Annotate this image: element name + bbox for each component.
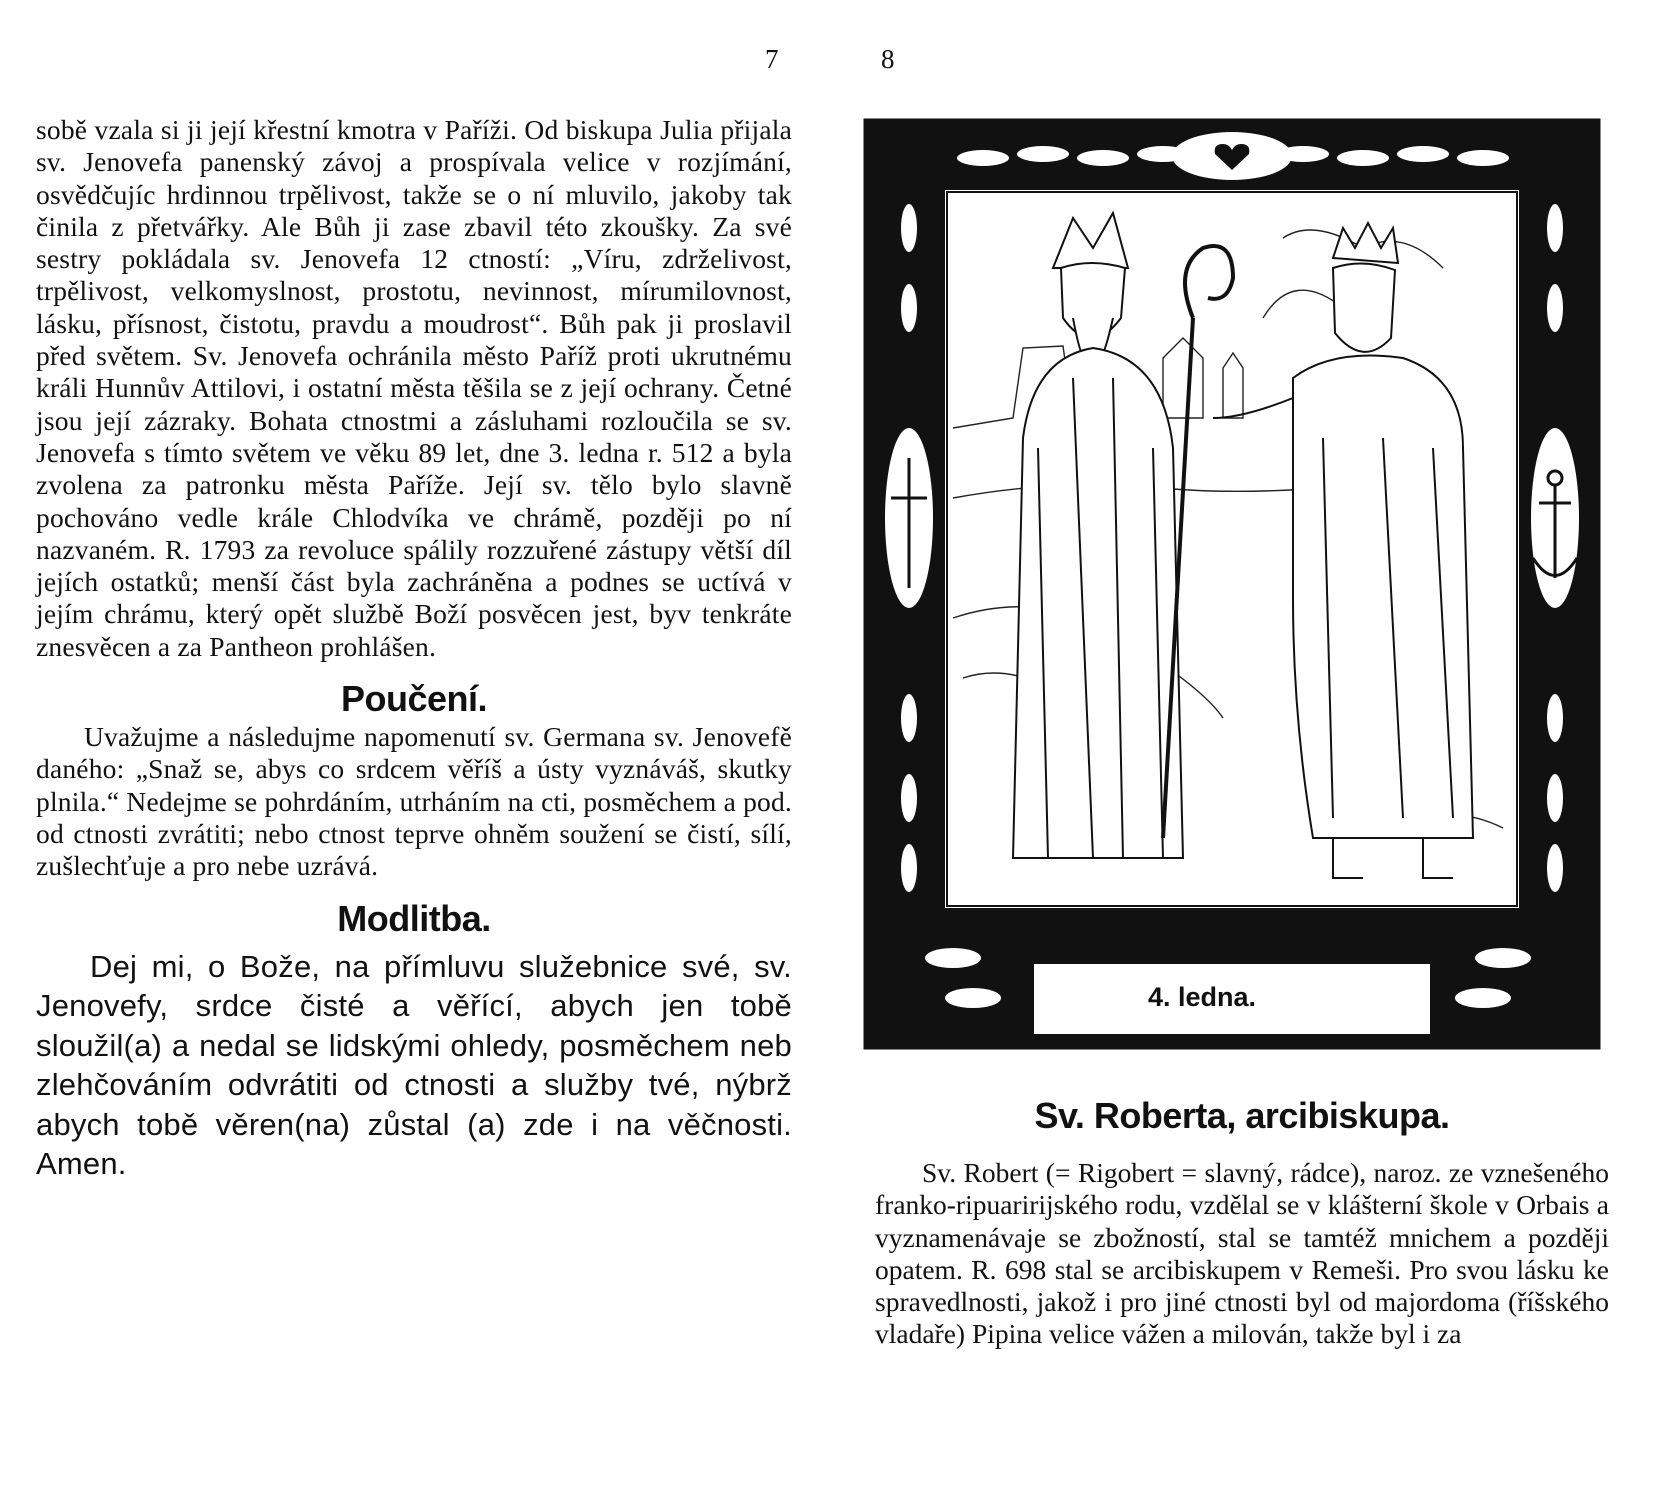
left-text-column	[36, 114, 792, 1184]
illustration-caption: 4. ledna.	[1147, 982, 1257, 1012]
main-paragraph: sobě vzala si ji její křestní kmotra v Paříži. Od biskupa Julia přijala sv. Jenovefa panenský závoj a prospívala velice v rozjímání, osvědčujíc hrdinnou trpělivost, takže se o ní mluvilo, jakoby tak činila z přetvářky. Ale Bůh ji zase zbavil této zkoušky. Za své sestry pokládala sv. Jenovefa 12 ctností: „Víru, zdrželivost, trpělivost, velkomyslnost, prostotu, nevinnost, mírumilovnost, lásku, přísnost, čistotu, pravdu a moudrost“. Bůh pak ji proslavil před světem. Sv. Jenovefa ochránila město Paříž proti ukrutnému králi Hunnův Attilovi, i ostatní města těšila se z její ochrany. Četné jsou její zázraky. Bohata ctnostmi a zásluhami rozloučila se sv. Jenovefa s tímto světem ve věku 89 let, dne 3. ledna r. 512 a byla zvolena za patronku města Paříže. Její sv. tělo bylo slavně pochováno vedle krále Chlodvíka ve chrámě, později po ní nazvaném. R. 1793 za revoluce spálily rozzuřené zástupy větší díl jejích ostatků; menší část byla zachráněna a podnes se uctívá v jejím chrámu, který opět službě Boží posvěcen jest, byv tenkráte znesvěcen a za Pantheon prohlášen.	[36, 114, 792, 662]
heading-prayer: Modlitba.	[337, 897, 491, 939]
page-number-right: 8	[881, 44, 895, 74]
page-number-left: 7	[765, 44, 779, 74]
instruction-paragraph: Uvažujme a následujme napomenutí sv. Germana sv. Jenovefě daného: „Snaž se, abys co srdcem věříš a ústy vyznáváš, skutky plnila.“ Nedejme se pohrdáním, utrháním na cti, posměchem a pod. od ctnosti zvrátiti; nebo ctnost teprve ohněm soužení se čistí, sílí, zušlechťuje a pro nebe uzrává.	[36, 721, 792, 882]
prayer-paragraph: Dej mi, o Bože, na přímluvu služebnice své, sv. Jenovefy, srdce čisté a věřící, abych jen tobě sloužil(a) a nedal se lidskými ohledy, posměchem neb zlehčováním odvrátiti od ctnosti a služby tvé, nýbrž abych tobě věren(na) zůstal (a) zde i na věčnosti. Amen.	[36, 948, 792, 1182]
heading-instruction: Poučení.	[340, 678, 488, 720]
right-paragraph: Sv. Robert (= Rigobert = slavný, rádce), naroz. ze vznešeného franko-ripuaririjského rodu, vzdělal se v klášterní škole v Orbais a vyznamenávaje se zbožností, stal se tamtéž mnichem a později opatem. R. 698 stal se arcibiskupem v Remeši. Pro svou lásku ke spravedlnosti, jakož i pro jiné ctnosti byl od majordoma (říšského vladaře) Pipina velice vážen a milován, takže byl i za	[875, 1157, 1609, 1350]
saints-illustration	[863, 118, 1601, 1050]
right-page	[828, 0, 1656, 1500]
section-title: Sv. Roberta, arcibiskupa.	[1034, 1095, 1450, 1136]
